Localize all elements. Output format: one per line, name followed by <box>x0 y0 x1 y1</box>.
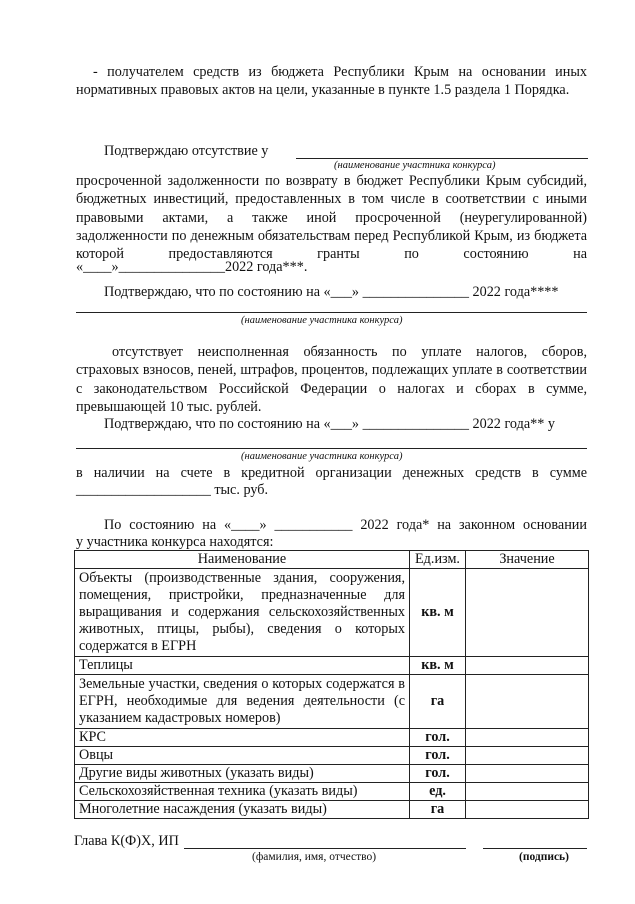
table-row <box>75 783 589 801</box>
participant-name-caption: (наименование участника конкурса) <box>334 160 496 171</box>
funds-text-line1: в наличии на счете в кредитной организации денежных средств в сумме <box>76 465 587 481</box>
tax-confirm-lead: Подтверждаю, что по состоянию на «___» _______________ 2022 года**** <box>104 284 559 300</box>
row-name: Объекты (производственные здания, сооружения, помещения, пристройки, предназначенные для выращивания и содержания сельскохозяйственных животных, птицы, рыбы), сведения о которых содержатся в ЕГРН <box>75 569 410 657</box>
row-value-cell[interactable] <box>466 729 589 747</box>
header-unit: Ед.изм. <box>410 551 466 569</box>
row-value-cell[interactable] <box>466 657 589 675</box>
table-row <box>75 801 589 819</box>
signature-sign-line <box>483 848 587 849</box>
table-row <box>75 569 589 657</box>
row-value-cell[interactable] <box>466 783 589 801</box>
row-name: Многолетние насаждения (указать виды) <box>75 801 410 819</box>
funds-participant-caption: (наименование участника конкурса) <box>241 451 403 462</box>
signature-name-line <box>184 848 466 849</box>
row-unit: га <box>410 801 466 819</box>
tax-participant-line <box>76 312 587 313</box>
row-unit: ед. <box>410 783 466 801</box>
row-value-cell[interactable] <box>466 569 589 657</box>
header-name: Наименование <box>75 551 410 569</box>
row-value-cell[interactable] <box>466 801 589 819</box>
row-value-cell[interactable] <box>466 765 589 783</box>
funds-confirm-lead: Подтверждаю, что по состоянию на «___» _______________ 2022 года** у <box>104 416 555 432</box>
intro-paragraph: - получателем средств из бюджета Республики Крым на основании иных нормативных правовых актов на цели, указанные в пункте 1.5 раздела 1 Порядка. <box>76 64 587 99</box>
tax-paragraph: отсутствует неисполненная обязанность по уплате налогов, сборов, страховых взносов, пеней, штрафов, процентов, подлежащих уплате в соответствии с законодательством Российской Федерации о налогах и сборах в сумме, превышающей 10 тыс. рублей. <box>76 344 587 415</box>
table-row <box>75 657 589 675</box>
row-name: Другие виды животных (указать виды) <box>75 765 410 783</box>
table-header-row <box>75 551 589 569</box>
debt-absence-paragraph: просроченной задолженности по возврату в бюджет Республики Крым субсидий, бюджетных инвестиций, предоставленных в том числе в соответствии с иными правовыми актами, а также иной просроченной (неурегулированной) задолженности по денежным обязательствам перед Республикой Крым, из бюджета которой предоставляются гранты по состоянию на <box>76 173 587 263</box>
confirm-absence-lead: Подтверждаю отсутствие у <box>104 143 269 159</box>
row-unit: гол. <box>410 729 466 747</box>
row-name: Теплицы <box>75 657 410 675</box>
row-value-cell[interactable] <box>466 675 589 729</box>
table-row <box>75 675 589 729</box>
row-unit: гол. <box>410 747 466 765</box>
row-name: Сельскохозяйственная техника (указать виды) <box>75 783 410 801</box>
table-row <box>75 747 589 765</box>
row-unit: га <box>410 675 466 729</box>
row-name: КРС <box>75 729 410 747</box>
row-name: Земельные участки, сведения о которых содержатся в ЕГРН, необходимые для ведения деятельности (с указанием кадастровых номеров) <box>75 675 410 729</box>
assets-lead-line2: у участника конкурса находятся: <box>76 534 274 550</box>
tax-participant-caption: (наименование участника конкурса) <box>241 315 403 326</box>
row-name: Овцы <box>75 747 410 765</box>
signature-label: Глава К(Ф)Х, ИП <box>74 833 179 849</box>
debt-date-line: «____»_______________2022 года***. <box>76 259 308 275</box>
row-unit: кв. м <box>410 657 466 675</box>
table-row <box>75 765 589 783</box>
row-unit: гол. <box>410 765 466 783</box>
row-unit: кв. м <box>410 569 466 657</box>
assets-lead-line1: По состоянию на «____» ___________ 2022 года* на законном основании <box>104 517 587 533</box>
signature-sign-caption: (подпись) <box>519 851 569 863</box>
header-value: Значение <box>466 551 589 569</box>
funds-participant-line <box>76 448 587 449</box>
participant-name-line <box>296 158 588 159</box>
assets-table <box>74 550 589 819</box>
funds-amount-line: ___________________ тыс. руб. <box>76 482 269 498</box>
table-row <box>75 729 589 747</box>
signature-name-caption: (фамилия, имя, отчество) <box>252 851 377 863</box>
row-value-cell[interactable] <box>466 747 589 765</box>
